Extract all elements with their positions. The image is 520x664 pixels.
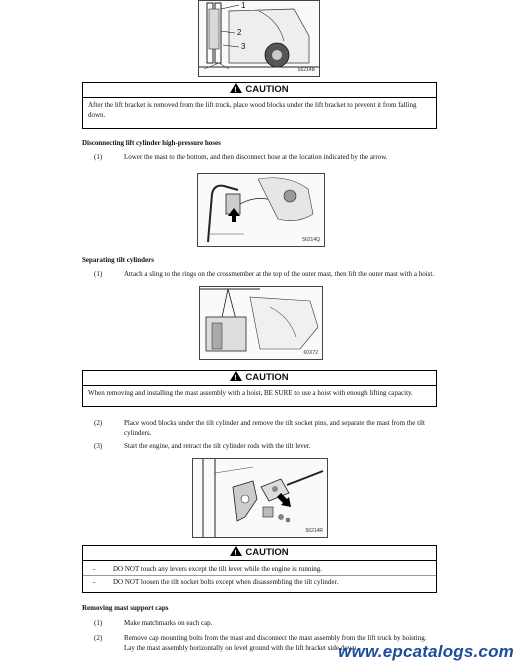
step-text: Place wood blocks under the tilt cylinder and remove the tilt socket pins, and separate the mast from the tilt cylinders. xyxy=(124,419,425,437)
step-number: (1) xyxy=(94,270,103,278)
step-text: Remove cap mounting bolts from the mast and disconnect the mast assembly from the lift truck by hoisting. Lay the mast assembly horizontally on level ground with the lift bracket side down. xyxy=(124,634,427,652)
caution-item-text: DO NOT touch any levers except the tilt lever while the engine is running. xyxy=(113,565,323,573)
caution-header xyxy=(83,546,436,561)
step-text: Attach a sling to the rings on the crossmember at the top of the outer mast, then lift the outer mast with a hoist. xyxy=(124,270,435,278)
step-number: (2) xyxy=(94,419,103,427)
caution-list-item xyxy=(83,576,436,588)
figure-hose-disconnect xyxy=(197,173,325,247)
figure-tilt-cylinder xyxy=(192,458,328,538)
hose-illustration xyxy=(198,174,324,246)
caution-box-hoist xyxy=(82,370,437,407)
step-item xyxy=(82,153,437,163)
step-item xyxy=(82,442,437,452)
caution-title: CAUTION xyxy=(245,84,289,95)
section-heading-caps: Removing mast support caps xyxy=(82,604,169,612)
warning-triangle-icon xyxy=(230,546,242,556)
bullet-dash: - xyxy=(93,565,96,573)
figure-code: 56214Q xyxy=(302,237,320,243)
section-heading-tilt: Separating tilt cylinders xyxy=(82,256,154,264)
caution-box-lift-bracket xyxy=(82,82,437,129)
caution-title: CAUTION xyxy=(245,547,289,558)
step-item xyxy=(82,270,437,280)
step-number: (1) xyxy=(94,153,103,161)
figure-code: 60X72 xyxy=(303,350,318,356)
figure-hoist-sling xyxy=(199,286,323,360)
figure-code: 56214R xyxy=(305,528,323,534)
caution-title: CAUTION xyxy=(245,372,289,383)
callout-2: 2 xyxy=(237,28,242,37)
caution-list xyxy=(83,561,436,588)
step-number: (2) xyxy=(94,634,103,642)
caution-header xyxy=(83,83,436,98)
step-item xyxy=(82,619,437,629)
figure-code: 56214B xyxy=(297,67,315,73)
step-text: Make matchmarks on each cap. xyxy=(124,619,213,627)
warning-triangle-icon xyxy=(230,83,242,93)
hoist-illustration xyxy=(200,287,322,359)
step-number: (3) xyxy=(94,442,103,450)
forklift-illustration xyxy=(199,1,319,76)
warning-triangle-icon xyxy=(230,371,242,381)
caution-text: After the lift bracket is removed from the lift truck, place wood blocks under the lift bracket to prevent it from falling down. xyxy=(88,101,417,119)
step-text: Lower the mast to the bottom, and then disconnect hose at the location indicated by the arrow. xyxy=(124,153,388,161)
section-heading-hoses: Disconnecting lift cylinder high-pressure hoses xyxy=(82,139,221,147)
figure-lift-bracket xyxy=(198,0,320,77)
callout-1: 1 xyxy=(241,1,246,10)
caution-header xyxy=(83,371,436,386)
caution-text: When removing and installing the mast assembly with a hoist, BE SURE to use a hoist with enough lifting capacity. xyxy=(88,389,413,397)
bullet-dash: - xyxy=(93,578,96,586)
step-number: (1) xyxy=(94,619,103,627)
tilt-cylinder-illustration xyxy=(193,459,327,537)
caution-item-text: DO NOT loosen the tilt socket bolts except when disassembling the tilt cylinder. xyxy=(113,578,339,586)
step-item xyxy=(82,419,437,438)
step-text: Start the engine, and retract the tilt cylinder rods with the tilt lever. xyxy=(124,442,311,450)
watermark-link[interactable]: www.epcatalogs.com xyxy=(338,642,514,661)
caution-box-levers xyxy=(82,545,437,593)
caution-list-item xyxy=(83,563,436,576)
callout-3: 3 xyxy=(241,42,246,51)
